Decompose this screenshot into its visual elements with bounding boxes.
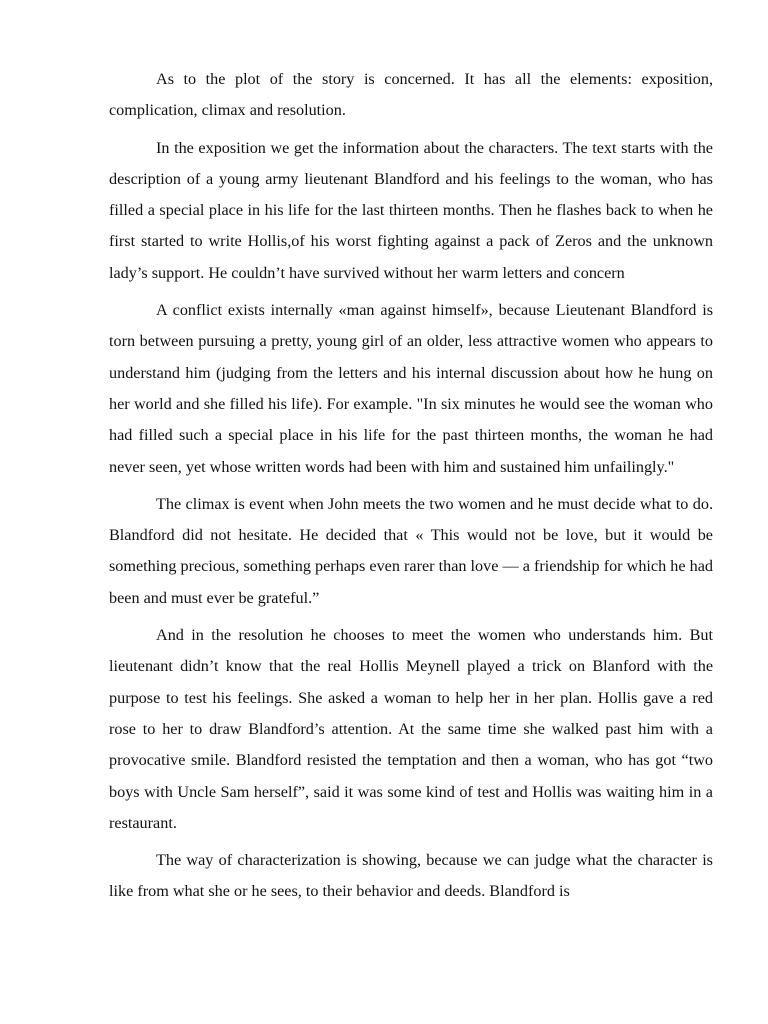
paragraph-exposition: In the exposition we get the information about the characters. The text starts with the description of a young army lieutenant Blandford and his feelings to the woman, who has filled a special place in his life for the last thirteen months. Then he flashes back to when he first started to write Hollis,of his worst fighting against a pack of Zeros and the unknown lady’s support. He couldn’t have survived without her warm letters and concern [109,138,713,282]
paragraph-characterization: The way of characterization is showing, because we can judge what the character is like from what she or he sees, to their behavior and deeds. Blandford is [109,851,713,901]
document-body [109,64,713,914]
paragraph-conflict: A conflict exists internally «man against himself», because Lieutenant Blandford is torn between pursuing a pretty, young girl of an older, less attractive women who appears to understand him (judging from the letters and his internal discussion about how he hung on her world and she filled his life). For example. "In six minutes he would see the woman who had filled such a special place in his life for the past thirteen months, the woman he had never seen, yet whose written words had been with him and sustained him unfailingly." [109,301,713,476]
paragraph-climax: The climax is event when John meets the two women and he must decide what to do. Blandford did not hesitate. He decided that « This would not be love, but it would be something precious, something perhaps even rarer than love — a friendship for which he had been and must ever be grateful.” [109,494,713,607]
paragraph-plot: As to the plot of the story is concerned. It has all the elements: exposition, complication, climax and resolution. [109,70,713,120]
paragraph-resolution: And in the resolution he chooses to meet the women who understands him. But lieutenant didn’t know that the real Hollis Meynell played a trick on Blanford with the purpose to test his feelings. She asked a woman to help her in her plan. Hollis gave a red rose to her to draw Blandford’s attention. At the same time she walked past him with a provocative smile. Blandford resisted the temptation and then a woman, who has got “two boys with Uncle Sam herself”, said it was some kind of test and Hollis was waiting him in a restaurant. [109,626,713,832]
